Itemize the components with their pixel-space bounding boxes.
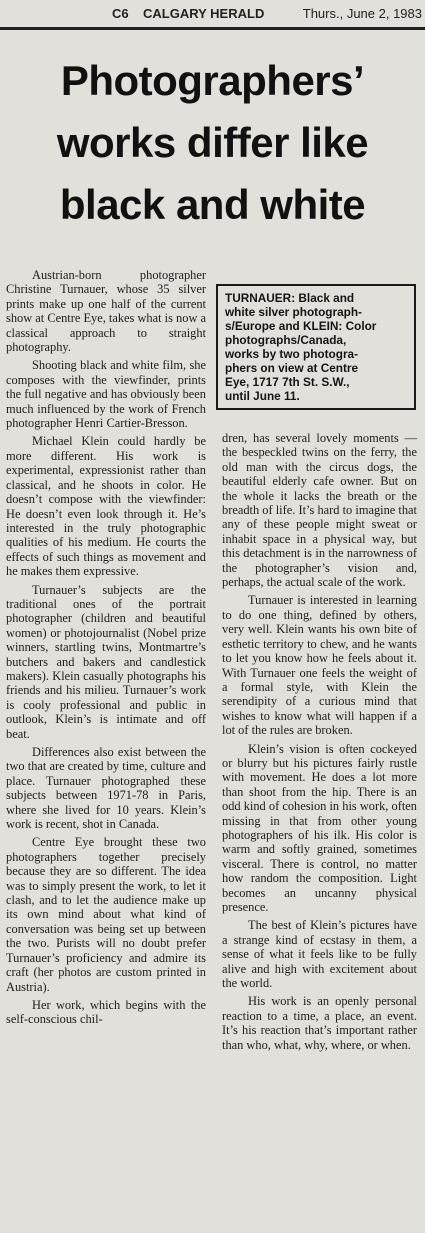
- paragraph: His work is an openly personal reaction to a time, a place, an event. It’s his reaction that’s important rather than who, what, why, where, or when.: [222, 994, 417, 1052]
- paragraph: Michael Klein could hardly be more different. His work is experimental, expressionist rather than classical, and he shoots in color. He doesn’t compose with the viewfinder: He doesn’t even look through it. He’s interested in the truly photographic qualities of his medium. He courts the effects of such things as movement and he makes them expressive.: [6, 434, 206, 579]
- info-line: until June 11.: [225, 389, 300, 403]
- paragraph: Austrian-born photographer Christine Turnauer, whose 35 silver prints make up one half of the current show at Centre Eye, takes what is now a classical approach to straight photography.: [6, 268, 206, 355]
- info-line: photographs/Canada,: [225, 333, 347, 347]
- headline-line-2: works differ like: [56, 119, 369, 166]
- paragraph: Turnauer is interested in learning to do one thing, defined by others, very well. Klein wants his own bite of esthetic territory to chew, and he wants to let you know how he feels about it. With Turnauer one feels the weight of a formal style, with Klein the serendipity of a curious mind that wishes to know what will happen if a lot of the rules are broken.: [222, 593, 417, 738]
- info-line: Eye, 1717 7th St. S.W.,: [225, 375, 350, 389]
- headline: [0, 50, 425, 236]
- left-column: [6, 268, 206, 1031]
- headline-line-3: black and white: [59, 181, 366, 228]
- newspaper-name: CALGARY HERALD: [143, 6, 265, 21]
- paragraph: Her work, which begins with the self-conscious chil-: [6, 997, 206, 1027]
- page-number: C6: [112, 6, 129, 21]
- publication-date: Thurs., June 2, 1983: [302, 6, 422, 21]
- paragraph: The best of Klein’s pictures have a strange kind of ecstasy in them, a sense of what it feels like to be fully alive and high with excitement about the world.: [222, 918, 417, 991]
- headline-line-1: Photographers’: [60, 57, 365, 104]
- info-line: phers on view at Centre: [225, 361, 359, 375]
- paragraph: Klein’s vision is often cockeyed or blurry but his pictures fairly rustle with movement. He does a lot more than shoot from the hip. There is an odd kind of cohesion in his work, often missing in that from other young photographers of his ilk. His color is warm and softly grained, sometimes visceral. There is control, no matter how random the composition. Light becomes an uncanny physical presence.: [222, 741, 417, 914]
- right-column: [222, 431, 417, 1056]
- exhibition-info-box: [216, 284, 416, 410]
- paragraph: Turnauer’s subjects are the traditional ones of the portrait photographer (children and beautiful women) or photojournalist (Nobel prize winners, startling twins, Montmartre’s butchers and bakers and candlestick makers). Klein casually photographs his friends and his milieu. Turnauer’s work is cooly professional and public in outlook, Klein’s is intimate and off beat.: [6, 582, 206, 741]
- info-line: white silver photograph-: [225, 305, 362, 319]
- info-line: s/Europe and KLEIN: Color: [225, 319, 377, 333]
- info-line: works by two photogra-: [225, 347, 359, 361]
- paragraph: dren, has several lovely moments — the bespeckled twins on the ferry, the old man with the circus dogs, the beautiful elderly cafe owner. But on the whole it lacks the breath or the breadth of life. It’s hard to imagine that any of these people might sweat or inhabit space in a physical way, but this detachment is in the narrowness of the photographer’s vision and, perhaps, the actual scale of the work.: [222, 431, 417, 590]
- paragraph: Differences also exist between the two that are created by time, culture and place. Turnauer photographed these subjects between 1971-78 in Paris, where she lived for 10 years. Klein’s work is recent, shot in Canada.: [6, 745, 206, 832]
- paragraph: Centre Eye brought these two photographers together precisely because they are so different. The idea was to simply present the work, to let it clash, and to let the audience make up its own mind about what kind of conversation was being set up between the two. Purists will no doubt prefer Turnauer’s proficiency and admire its craft (her photos are custom printed in Austria).: [6, 835, 206, 994]
- header-rule: [0, 27, 425, 30]
- info-line: TURNAUER: Black and: [225, 291, 355, 305]
- paragraph: Shooting black and white film, she composes with the viewfinder, prints the full negative and has obviously been much influenced by the work of French photographer Henri Cartier-Bresson.: [6, 358, 206, 431]
